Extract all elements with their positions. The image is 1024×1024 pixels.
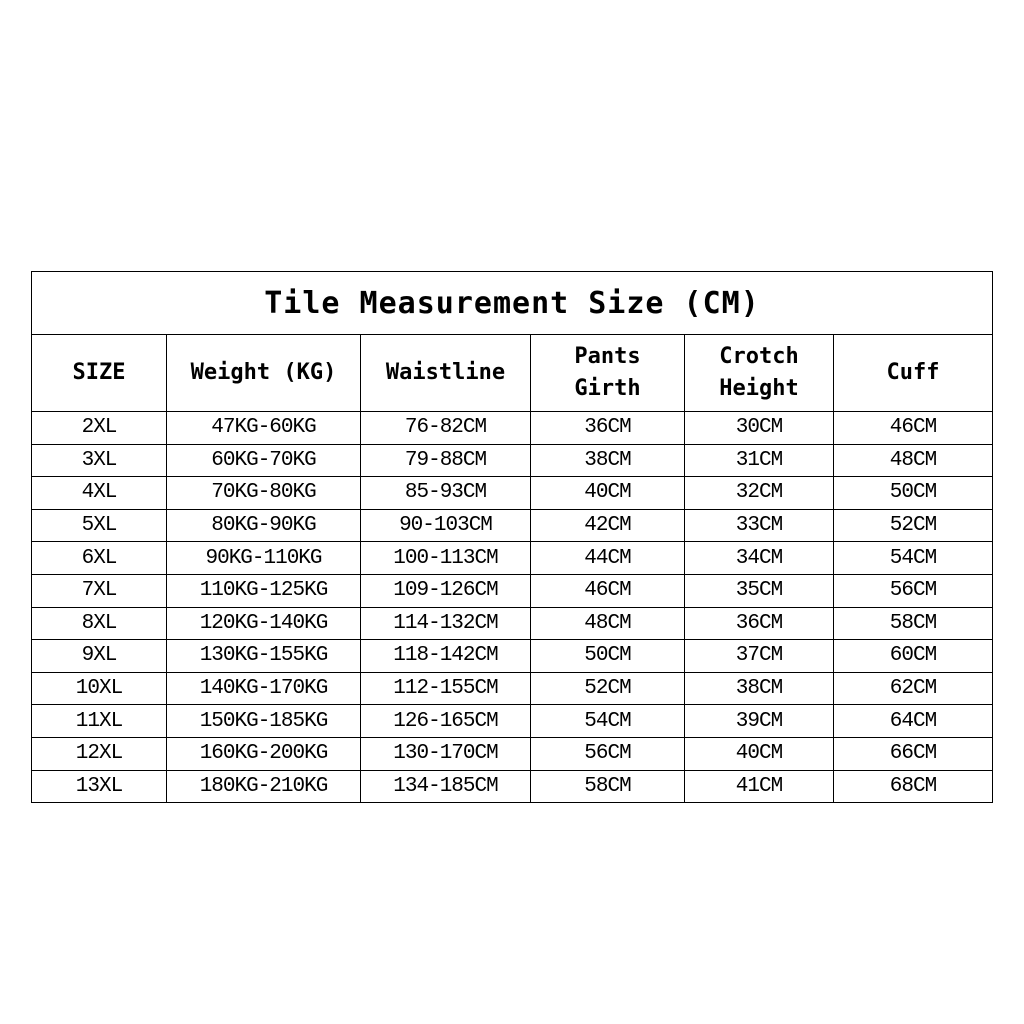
cell-waistline: 76-82CM (361, 412, 531, 445)
table-row (32, 509, 993, 542)
cell-weight: 90KG-110KG (167, 542, 361, 575)
table-row (32, 770, 993, 803)
cell-pants-girth: 52CM (531, 672, 685, 705)
table-row (32, 640, 993, 673)
cell-waistline: 85-93CM (361, 477, 531, 510)
table-row (32, 477, 993, 510)
cell-weight: 140KG-170KG (167, 672, 361, 705)
header-weight: Weight (KG) (167, 335, 361, 412)
cell-size: 10XL (32, 672, 167, 705)
cell-cuff: 60CM (834, 640, 993, 673)
header-pants-girth: Pants Girth (531, 335, 685, 412)
cell-crotch-height: 37CM (685, 640, 834, 673)
cell-waistline: 100-113CM (361, 542, 531, 575)
cell-crotch-height: 32CM (685, 477, 834, 510)
cell-pants-girth: 50CM (531, 640, 685, 673)
cell-pants-girth: 58CM (531, 770, 685, 803)
cell-waistline: 109-126CM (361, 574, 531, 607)
cell-pants-girth: 44CM (531, 542, 685, 575)
cell-crotch-height: 34CM (685, 542, 834, 575)
cell-cuff: 54CM (834, 542, 993, 575)
header-cuff: Cuff (834, 335, 993, 412)
cell-size: 6XL (32, 542, 167, 575)
cell-cuff: 48CM (834, 444, 993, 477)
cell-cuff: 58CM (834, 607, 993, 640)
table-row (32, 705, 993, 738)
cell-weight: 80KG-90KG (167, 509, 361, 542)
cell-crotch-height: 33CM (685, 509, 834, 542)
cell-crotch-height: 36CM (685, 607, 834, 640)
cell-weight: 130KG-155KG (167, 640, 361, 673)
cell-cuff: 46CM (834, 412, 993, 445)
table-row (32, 737, 993, 770)
cell-weight: 120KG-140KG (167, 607, 361, 640)
cell-waistline: 134-185CM (361, 770, 531, 803)
table-title: Tile Measurement Size (CM) (32, 272, 993, 335)
cell-pants-girth: 38CM (531, 444, 685, 477)
cell-waistline: 126-165CM (361, 705, 531, 738)
cell-waistline: 118-142CM (361, 640, 531, 673)
cell-crotch-height: 31CM (685, 444, 834, 477)
cell-size: 4XL (32, 477, 167, 510)
cell-crotch-height: 40CM (685, 737, 834, 770)
cell-size: 12XL (32, 737, 167, 770)
header-crotch-height: Crotch Height (685, 335, 834, 412)
cell-cuff: 66CM (834, 737, 993, 770)
cell-pants-girth: 56CM (531, 737, 685, 770)
table-row (32, 672, 993, 705)
cell-weight: 150KG-185KG (167, 705, 361, 738)
cell-crotch-height: 38CM (685, 672, 834, 705)
cell-pants-girth: 46CM (531, 574, 685, 607)
cell-cuff: 64CM (834, 705, 993, 738)
cell-weight: 180KG-210KG (167, 770, 361, 803)
cell-size: 11XL (32, 705, 167, 738)
header-waistline: Waistline (361, 335, 531, 412)
cell-waistline: 79-88CM (361, 444, 531, 477)
header-size: SIZE (32, 335, 167, 412)
cell-size: 8XL (32, 607, 167, 640)
cell-size: 13XL (32, 770, 167, 803)
size-table (31, 271, 993, 803)
cell-size: 2XL (32, 412, 167, 445)
cell-size: 3XL (32, 444, 167, 477)
cell-size: 5XL (32, 509, 167, 542)
cell-weight: 60KG-70KG (167, 444, 361, 477)
table-row (32, 607, 993, 640)
cell-size: 9XL (32, 640, 167, 673)
cell-cuff: 56CM (834, 574, 993, 607)
table-row (32, 444, 993, 477)
cell-waistline: 112-155CM (361, 672, 531, 705)
cell-pants-girth: 40CM (531, 477, 685, 510)
size-chart (31, 271, 992, 803)
cell-waistline: 90-103CM (361, 509, 531, 542)
cell-weight: 160KG-200KG (167, 737, 361, 770)
cell-crotch-height: 39CM (685, 705, 834, 738)
cell-crotch-height: 41CM (685, 770, 834, 803)
cell-pants-girth: 42CM (531, 509, 685, 542)
cell-waistline: 130-170CM (361, 737, 531, 770)
table-row (32, 542, 993, 575)
cell-size: 7XL (32, 574, 167, 607)
cell-waistline: 114-132CM (361, 607, 531, 640)
table-row (32, 574, 993, 607)
cell-cuff: 52CM (834, 509, 993, 542)
cell-weight: 70KG-80KG (167, 477, 361, 510)
cell-pants-girth: 48CM (531, 607, 685, 640)
table-row (32, 412, 993, 445)
cell-crotch-height: 30CM (685, 412, 834, 445)
cell-cuff: 50CM (834, 477, 993, 510)
cell-cuff: 62CM (834, 672, 993, 705)
cell-pants-girth: 36CM (531, 412, 685, 445)
cell-crotch-height: 35CM (685, 574, 834, 607)
cell-cuff: 68CM (834, 770, 993, 803)
cell-pants-girth: 54CM (531, 705, 685, 738)
cell-weight: 47KG-60KG (167, 412, 361, 445)
cell-weight: 110KG-125KG (167, 574, 361, 607)
